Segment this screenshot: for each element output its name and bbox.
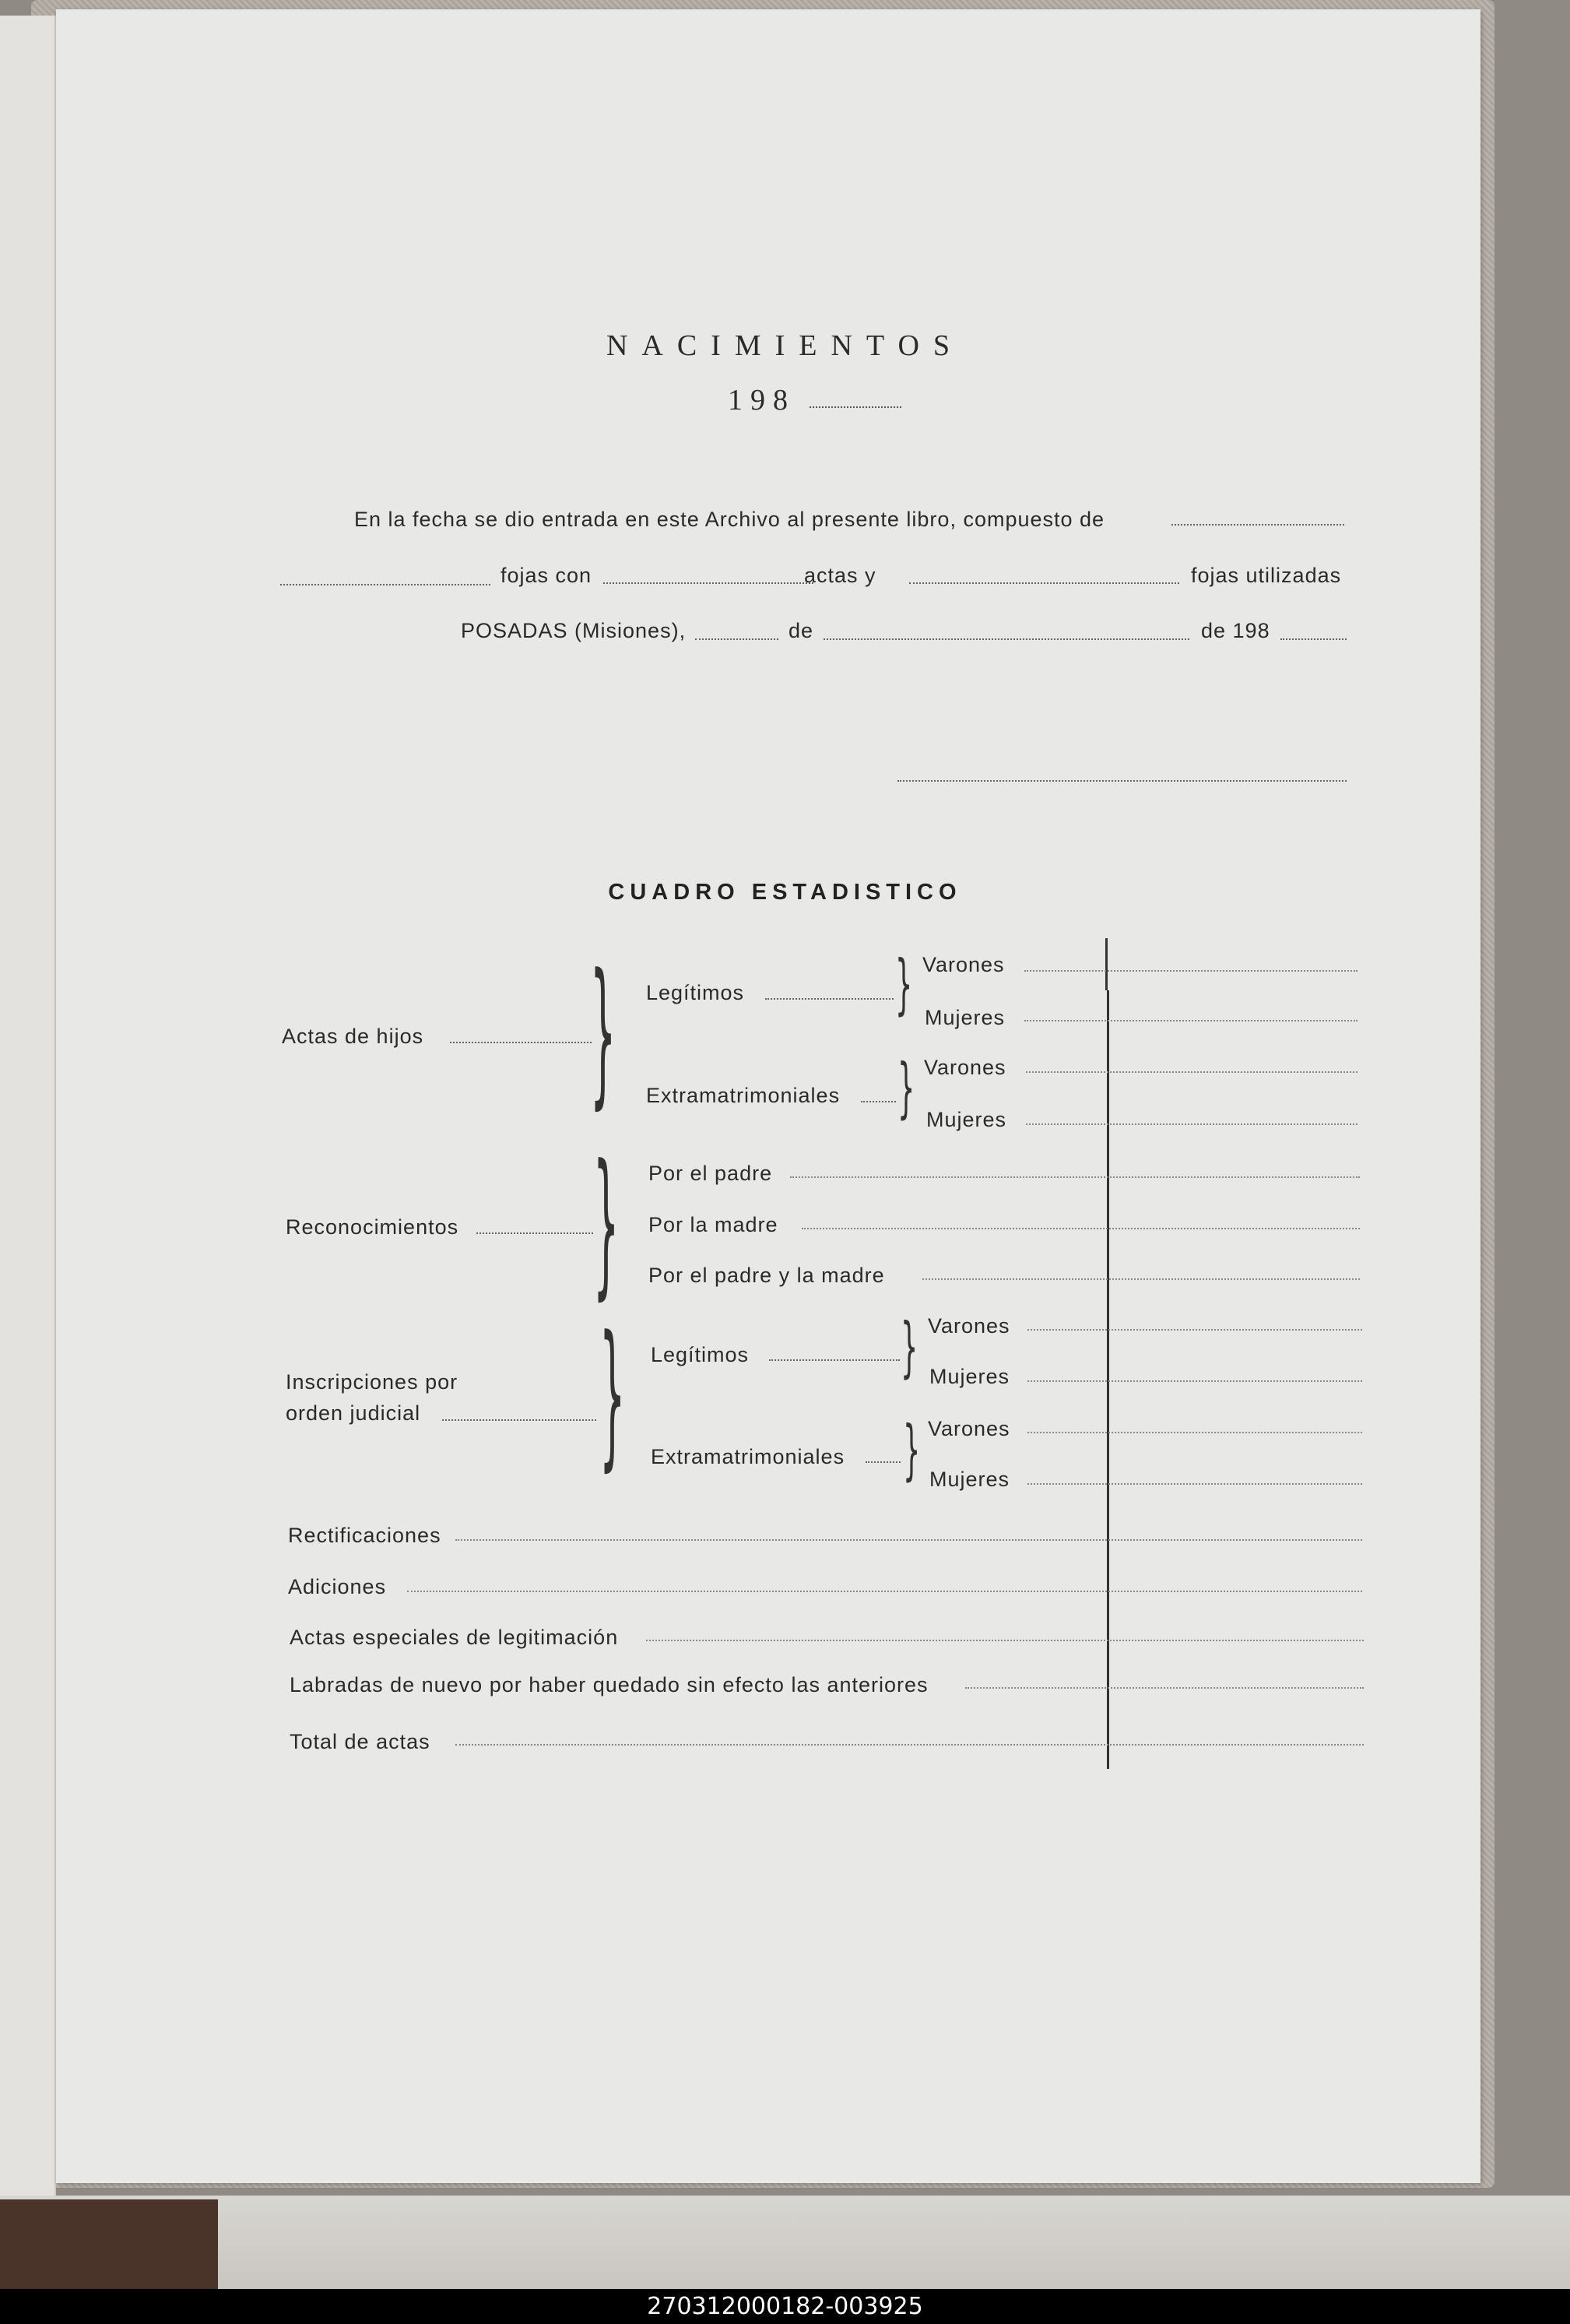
label-actas-y: actas y (804, 564, 876, 587)
label-place: POSADAS (Misiones), (461, 619, 687, 642)
label-inscripciones-2: orden judicial (286, 1401, 421, 1425)
label-legitimos-1: Legítimos (646, 981, 745, 1004)
intro-line-1: En la fecha se dio entrada en este Archivo al presente libro, compuesto de (354, 508, 1105, 531)
year-fill-line (810, 406, 901, 408)
page-title: NACIMIENTOS (606, 329, 964, 362)
fill-line-year (1280, 638, 1347, 640)
brace-actas-de-hijos: } (590, 940, 616, 1124)
label-inscripciones-1: Inscripciones por (286, 1370, 458, 1394)
label-fojas-con: fojas con (501, 564, 592, 587)
fill-line-legitimos-2 (769, 1359, 900, 1361)
entry-line-mujeres-3 (1027, 1380, 1362, 1382)
fill-line-actas (603, 582, 813, 584)
label-mujeres-3: Mujeres (929, 1365, 1010, 1388)
column-divider-top (1105, 938, 1108, 990)
label-labradas: Labradas de nuevo por haber quedado sin efecto las anteriores (290, 1673, 929, 1696)
fill-line-actas-hijos (450, 1042, 592, 1043)
brace-inscripciones: } (599, 1303, 626, 1486)
signature-line (897, 780, 1347, 782)
table-surface (0, 2196, 1570, 2289)
label-varones-3: Varones (928, 1314, 1010, 1338)
entry-line-legitimacion (646, 1640, 1364, 1641)
entry-line-adiciones (407, 1591, 1362, 1592)
year-prefix: 198 (728, 384, 796, 417)
label-reconocimientos: Reconocimientos (286, 1215, 459, 1239)
fill-line-extra-2 (866, 1461, 901, 1463)
label-de-198: de 198 (1201, 619, 1270, 642)
label-adiciones: Adiciones (288, 1575, 387, 1598)
entry-line-mujeres-2 (1026, 1123, 1358, 1125)
dark-edge (0, 2199, 218, 2289)
label-mujeres-1: Mujeres (925, 1006, 1006, 1029)
label-legitimos-2: Legítimos (651, 1343, 750, 1366)
entry-line-varones-2 (1026, 1071, 1358, 1073)
label-varones-2: Varones (924, 1056, 1006, 1079)
label-varones-1: Varones (922, 953, 1005, 976)
entry-line-mujeres-4 (1027, 1483, 1362, 1485)
fill-line-fojas-utilizadas (909, 582, 1179, 584)
fill-line-fojas-total (1171, 524, 1344, 526)
brace-extra-2: } (903, 1411, 921, 1489)
column-divider (1107, 990, 1109, 1769)
entry-line-varones-3 (1027, 1329, 1362, 1331)
entry-line-por-la-madre (802, 1228, 1360, 1229)
fill-line-month (824, 638, 1189, 640)
fill-line-fojas (280, 584, 490, 585)
brace-legitimos-1: } (895, 945, 913, 1023)
label-fojas-utilizadas: fojas utilizadas (1191, 564, 1342, 587)
entry-line-total (455, 1744, 1364, 1746)
entry-line-por-el-padre (790, 1176, 1360, 1178)
label-de: de (789, 619, 814, 642)
entry-line-por-ambos (922, 1278, 1360, 1280)
label-mujeres-2: Mujeres (926, 1108, 1007, 1131)
brace-extra-1: } (897, 1049, 915, 1127)
fill-line-day (695, 638, 778, 640)
label-por-ambos: Por el padre y la madre (648, 1264, 885, 1287)
label-total: Total de actas (290, 1730, 430, 1753)
fill-line-legitimos-1 (765, 998, 894, 1000)
label-varones-4: Varones (928, 1417, 1010, 1440)
label-mujeres-4: Mujeres (929, 1468, 1010, 1491)
entry-line-mujeres-1 (1024, 1020, 1358, 1021)
entry-line-labradas (965, 1687, 1364, 1689)
entry-line-varones-1 (1024, 970, 1358, 972)
stats-title: CUADRO ESTADISTICO (608, 880, 962, 905)
brace-reconocimientos: } (593, 1131, 620, 1315)
fill-line-extra-1 (861, 1101, 896, 1102)
fill-line-reconocimientos (476, 1232, 593, 1234)
entry-line-rectificaciones (455, 1539, 1362, 1541)
image-code-bar: 270312000182-003925 (0, 2289, 1570, 2324)
label-extramatrimoniales-1: Extramatrimoniales (646, 1084, 841, 1107)
label-rectificaciones: Rectificaciones (288, 1524, 441, 1547)
fill-line-inscripciones (442, 1419, 596, 1421)
label-por-la-madre: Por la madre (648, 1213, 778, 1236)
label-actas-de-hijos: Actas de hijos (282, 1025, 424, 1048)
brace-legitimos-2: } (901, 1308, 918, 1386)
label-extramatrimoniales-2: Extramatrimoniales (651, 1445, 845, 1468)
entry-line-varones-4 (1027, 1432, 1362, 1433)
label-legitimacion: Actas especiales de legitimación (290, 1626, 619, 1649)
label-por-el-padre: Por el padre (648, 1162, 773, 1185)
